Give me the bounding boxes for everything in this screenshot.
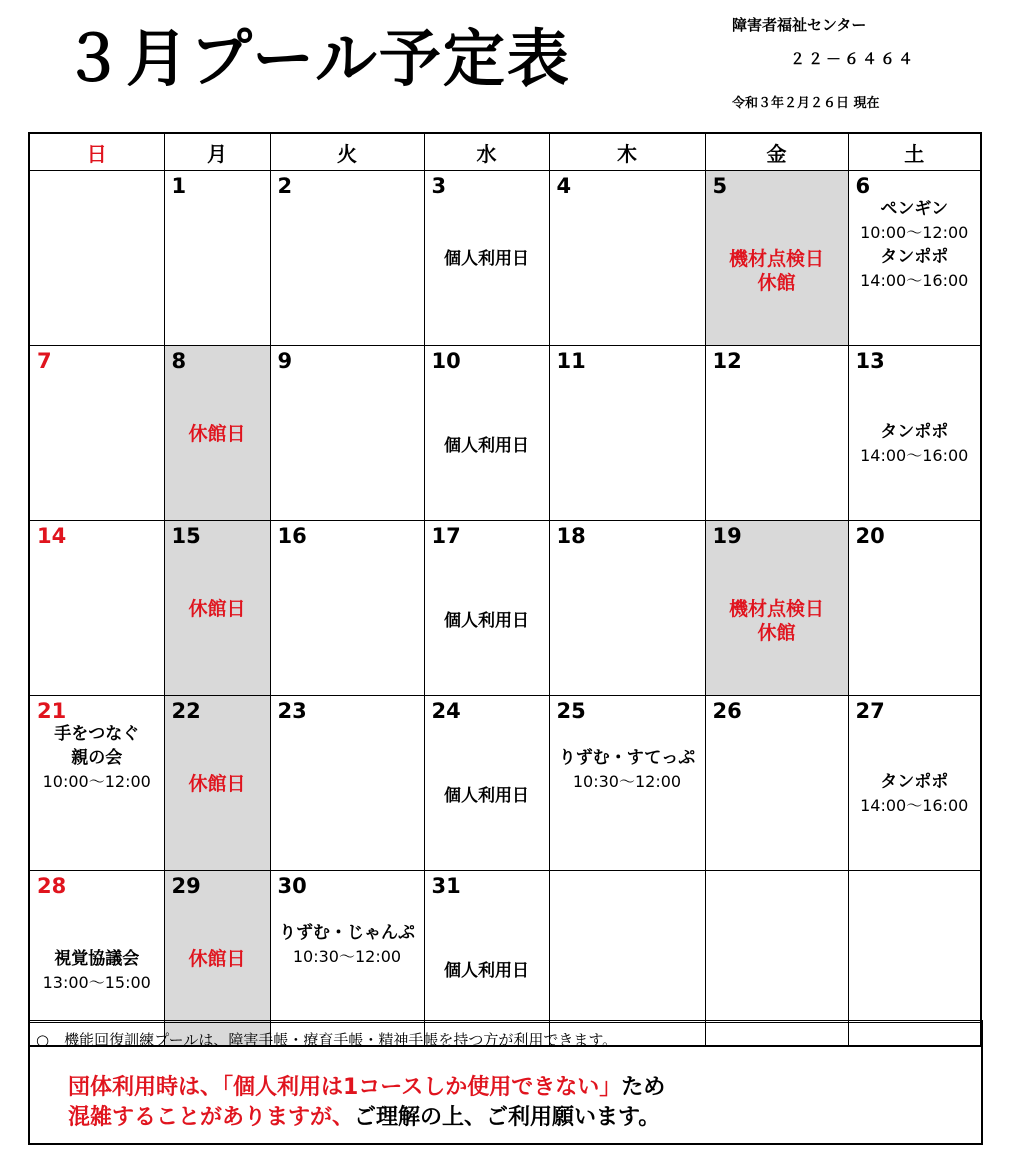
weekday-fri: 金 xyxy=(705,133,848,171)
closed-notice xyxy=(165,597,270,621)
weekday-sun: 日 xyxy=(29,133,164,171)
event xyxy=(271,921,424,969)
event xyxy=(849,420,981,468)
closed-notice xyxy=(165,422,270,446)
day-number: 26 xyxy=(712,699,742,723)
day-cell xyxy=(424,171,549,346)
note-text: ご理解の上、ご利用願います。 xyxy=(354,1105,661,1130)
event xyxy=(849,197,981,293)
event xyxy=(425,784,549,808)
event xyxy=(30,722,164,794)
event-name: りずむ・じゃんぷ xyxy=(279,923,415,943)
day-number: 29 xyxy=(171,874,201,898)
day-number: 31 xyxy=(431,874,461,898)
pool-calendar xyxy=(28,132,982,1047)
closed-label: 休館日 xyxy=(188,773,246,795)
day-number: 7 xyxy=(37,349,52,373)
event-time: 14:00～16:00 xyxy=(860,271,969,290)
day-cell-closed xyxy=(705,521,848,696)
day-number: 3 xyxy=(431,174,447,198)
day-number: 25 xyxy=(556,699,586,723)
event-name: 個人利用日 xyxy=(444,436,529,456)
day-cell xyxy=(549,521,705,696)
week-row xyxy=(29,521,981,696)
event-time: 10:00～12:00 xyxy=(42,772,151,791)
day-number: 6 xyxy=(855,174,871,198)
day-number: 18 xyxy=(556,524,586,548)
day-cell xyxy=(29,696,164,871)
day-number: 13 xyxy=(855,349,885,373)
closed-notice xyxy=(165,772,270,796)
event-name: 個人利用日 xyxy=(444,249,529,269)
notes-box xyxy=(28,1020,983,1145)
event-name: タンポポ xyxy=(880,772,949,792)
event-time: 14:00～16:00 xyxy=(860,796,969,815)
weekday-header-row xyxy=(29,133,981,171)
day-number: 20 xyxy=(855,524,885,548)
weekday-sat: 土 xyxy=(848,133,981,171)
event-name: 個人利用日 xyxy=(444,611,529,631)
day-cell xyxy=(270,171,424,346)
closed-label: 休館 xyxy=(757,622,796,644)
day-number: 12 xyxy=(712,349,742,373)
day-cell xyxy=(270,696,424,871)
event-name: 個人利用日 xyxy=(444,786,529,806)
event-name: ペンギン xyxy=(880,199,949,219)
phone-number: ２２－６４６４ xyxy=(790,50,917,68)
event-name: 個人利用日 xyxy=(444,961,529,981)
day-number: 30 xyxy=(277,874,307,898)
organization-name: 障害者福祉センター xyxy=(732,16,867,34)
note-text-red: 団体利用時は、「個人利用は1コースしか使用できない」 xyxy=(68,1075,622,1100)
day-cell-closed xyxy=(164,521,270,696)
day-number: 17 xyxy=(431,524,461,548)
weekday-tue: 火 xyxy=(270,133,424,171)
page-title: ３月プール予定表 xyxy=(62,22,571,95)
day-number: 2 xyxy=(277,174,293,198)
day-cell xyxy=(705,346,848,521)
day-cell xyxy=(424,346,549,521)
day-cell xyxy=(164,171,270,346)
closed-label: 機材点検日 xyxy=(728,248,824,270)
event-time: 10:00～12:00 xyxy=(860,223,969,242)
day-cell xyxy=(848,171,981,346)
day-number: 15 xyxy=(171,524,201,548)
closed-notice xyxy=(706,247,848,295)
day-cell xyxy=(848,696,981,871)
week-row xyxy=(29,696,981,871)
day-cell xyxy=(29,346,164,521)
day-number: 14 xyxy=(37,524,67,548)
day-cell xyxy=(549,696,705,871)
day-number: 8 xyxy=(171,349,187,373)
day-number: 28 xyxy=(37,874,67,898)
event xyxy=(30,947,164,995)
closed-label: 休館 xyxy=(757,272,796,294)
day-number: 24 xyxy=(431,699,461,723)
event-time: 10:30～12:00 xyxy=(292,947,402,966)
day-number: 5 xyxy=(712,174,728,198)
day-cell xyxy=(29,521,164,696)
day-number: 19 xyxy=(712,524,742,548)
day-number: 1 xyxy=(171,174,187,198)
day-number: 21 xyxy=(37,699,67,723)
event xyxy=(425,434,549,458)
group-use-note xyxy=(68,1073,665,1133)
closed-label: 休館日 xyxy=(188,423,246,445)
week-row xyxy=(29,346,981,521)
closed-notice xyxy=(165,947,270,971)
day-cell xyxy=(549,346,705,521)
event xyxy=(425,247,549,271)
event-name: りずむ・すてっぷ xyxy=(558,748,696,768)
day-cell xyxy=(705,696,848,871)
note-text: ため xyxy=(621,1075,666,1100)
eligibility-note: ○ 機能回復訓練プールは、障害手帳・療育手帳・精神手帳を持つ方が利用できます。 xyxy=(36,1031,618,1049)
closed-label: 機材点検日 xyxy=(728,598,824,620)
weekday-mon: 月 xyxy=(164,133,270,171)
closed-notice xyxy=(706,597,848,645)
day-cell xyxy=(848,346,981,521)
day-number: 27 xyxy=(855,699,885,723)
day-number: 4 xyxy=(556,174,572,198)
event-time: 13:00～15:00 xyxy=(42,973,151,992)
event-name: 親の会 xyxy=(71,748,123,768)
day-number: 9 xyxy=(277,349,293,373)
day-cell-closed xyxy=(164,346,270,521)
event-time: 14:00～16:00 xyxy=(860,446,969,465)
event xyxy=(425,609,549,633)
day-cell xyxy=(424,696,549,871)
day-number: 23 xyxy=(277,699,307,723)
event-time: 10:30～12:00 xyxy=(572,772,682,791)
event-name: 手をつなぐ xyxy=(54,724,140,744)
day-number: 11 xyxy=(556,349,586,373)
day-cell xyxy=(424,521,549,696)
day-number: 10 xyxy=(431,349,461,373)
day-cell xyxy=(270,346,424,521)
day-cell-closed xyxy=(164,696,270,871)
day-cell-closed xyxy=(705,171,848,346)
event-name: タンポポ xyxy=(880,247,949,267)
weekday-thu: 木 xyxy=(549,133,705,171)
event xyxy=(550,746,705,794)
day-number: 16 xyxy=(277,524,307,548)
day-cell xyxy=(848,521,981,696)
note-text-red: 混雑することがありますが、 xyxy=(68,1105,355,1130)
day-cell xyxy=(549,171,705,346)
day-number: 22 xyxy=(171,699,201,723)
week-row xyxy=(29,171,981,346)
event xyxy=(849,770,981,818)
weekday-wed: 水 xyxy=(424,133,549,171)
day-cell xyxy=(270,521,424,696)
day-cell xyxy=(29,171,164,346)
event xyxy=(425,959,549,983)
closed-label: 休館日 xyxy=(188,948,246,970)
event-name: 視覚協議会 xyxy=(54,949,140,969)
as-of-date: 令和３年２月２６日 現在 xyxy=(732,96,880,111)
closed-label: 休館日 xyxy=(188,598,246,620)
event-name: タンポポ xyxy=(880,422,949,442)
